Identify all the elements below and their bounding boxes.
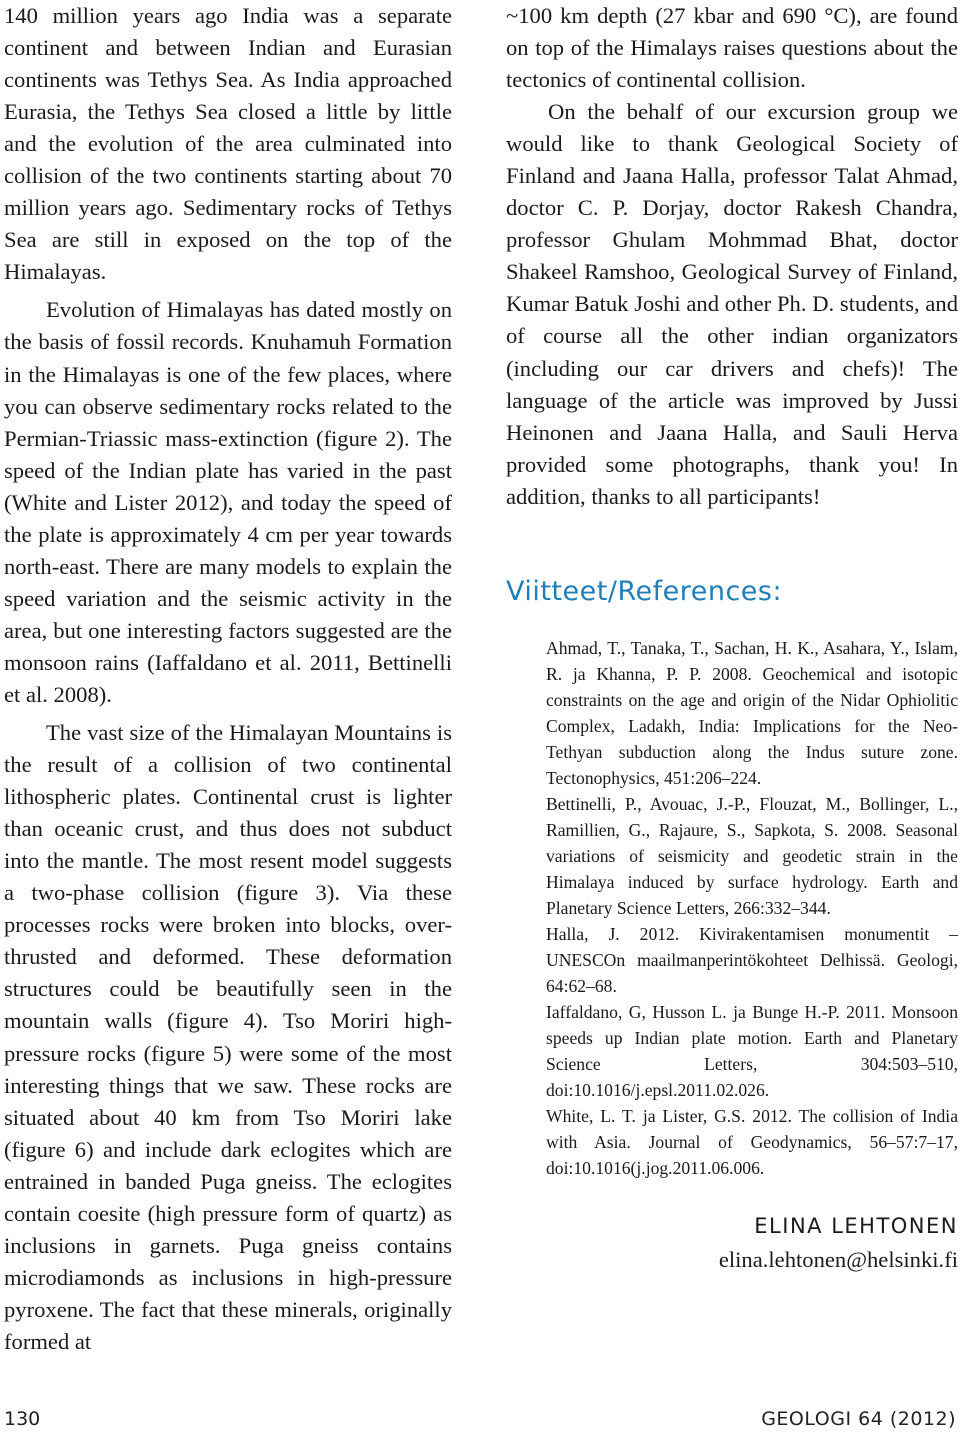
body-paragraph: ~100 km depth (27 kbar and 690 °C), are found on top of the Himalays raises questions about the tectonics of continental collision.	[506, 3, 958, 93]
author-email: elina.lehtonen@helsinki.fi	[718, 1246, 958, 1272]
page-number: 130	[4, 1408, 41, 1430]
right-column	[506, 0, 958, 1277]
reference-item: Halla, J. 2012. Kivirakentamisen monumentit – UNESCOn maailmanperintökohteet Delhissä. Geologi, 64:62–68.	[546, 923, 958, 996]
references-heading: Viitteet/References:	[506, 575, 783, 607]
body-paragraph: The vast size of the Himalayan Mountains is the result of a collision of two continental lithospheric plates. Continental crust is lighter than oceanic crust, and thus does not subduct into the mantle. The most resent model suggests a two-phase collision (figure 3). Via these processes rocks were broken into blocks, over-thrusted and deformed. These deformation structures could be beautifully seen in the mountain walls (figure 4). Tso Moriri high-pressure rocks (figure 5) were some of the most interesting things that we saw. These rocks are situated about 40 km from Tso Moriri lake (figure 6) and include dark eclogites which are entrained in banded Puga gneiss. The eclogites contain coesite (high pressure form of quartz) as inclusions in garnets. Puga gneiss contains microdiamonds as inclusions in high-pressure pyroxene. The fact that these minerals, originally formed at	[4, 720, 452, 1354]
reference-item: Iaffaldano, G, Husson L. ja Bunge H.-P. 2011. Monsoon speeds up Indian plate motion. Earth and Planetary Science Letters, 304:503–510, doi:10.1016/j.epsl.2011.02.026.	[546, 1001, 958, 1100]
reference-item: Ahmad, T., Tanaka, T., Sachan, H. K., Asahara, Y., Islam, R. ja Khanna, P. P. 2008. Geochemical and isotopic constraints on the age and origin of the Nidar Ophiolitic Complex, Ladakh, India: Implications for the Neo-Tethyan subduction along the Indus suture zone. Tectonophysics, 451:206–224.	[546, 637, 958, 788]
author-signature	[506, 1209, 958, 1277]
body-paragraph: Evolution of Himalayas has dated mostly on the basis of fossil records. Knuhamuh Formation in the Himalayas is one of the few places, where you can observe sedimentary rocks related to the Permian-Triassic mass-extinction (figure 2). The speed of the Indian plate has varied in the past (White and Lister 2012), and today the speed of the plate is approximately 4 cm per year towards north-east. There are many models to explain the speed variation and the seismic activity in the area, but one interesting factors suggested are the monsoon rains (Iaffaldano et al. 2011, Bettinelli et al. 2008).	[4, 297, 452, 707]
acknowledgements-paragraph: On the behalf of our excursion group we would like to thank Geological Society of Finland and Jaana Halla, professor Talat Ahmad, doctor C. P. Dorjay, doctor Rakesh Chandra, professor Ghulam Mohmmad Bhat, doctor Shakeel Ramshoo, Geological Survey of Finland, Kumar Batuk Joshi and other Ph. D. students, and of course all the other indian organizators (including our car drivers and chefs)! The language of the article was improved by Jussi Heinonen and Jaana Halla, and Sauli Herva provided some photographs, thank you! In addition, thanks to all participants!	[506, 99, 958, 509]
references-list	[506, 635, 958, 1181]
reference-item: White, L. T. ja Lister, G.S. 2012. The collision of India with Asia. Journal of Geodynamics, 56–57:7–17, doi:10.1016(j.jog.2011.06.006.	[546, 1105, 958, 1178]
author-name: ELINA LEHTONEN	[754, 1213, 958, 1238]
journal-title: GEOLOGI 64 (2012)	[761, 1408, 956, 1430]
body-paragraph: 140 million years ago India was a separate continent and between Indian and Eurasian continents was Tethys Sea. As India approached Eurasia, the Tethys Sea closed a little by little and the evolution of the area culminated into collision of the two continents starting about 70 million years ago. Sedimentary rocks of Tethys Sea are still in exposed on the top of the Himalayas.	[4, 3, 452, 285]
left-column	[4, 0, 452, 1358]
reference-item: Bettinelli, P., Avouac, J.-P., Flouzat, M., Bollinger, L., Ramillien, G., Rajaure, S., Sapkota, S. 2008. Seasonal variations of seismicity and geodetic strain in the Himalaya induced by surface hydrology. Earth and Planetary Science Letters, 266:332–344.	[546, 793, 958, 918]
